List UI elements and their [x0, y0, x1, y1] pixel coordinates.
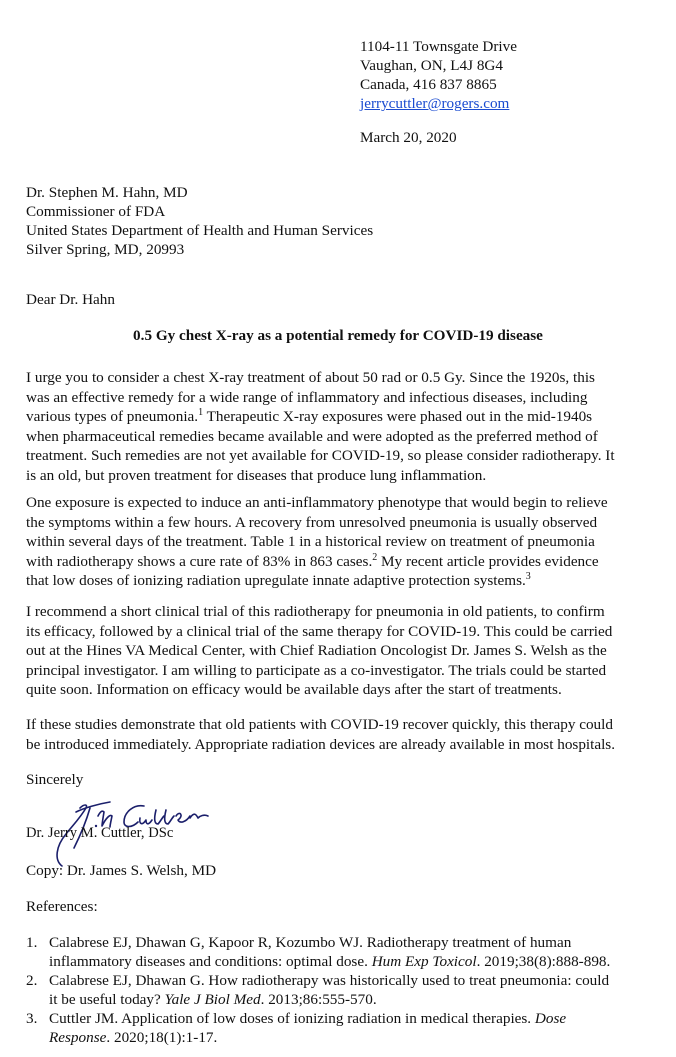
- body-paragraph-3: [26, 602, 656, 700]
- closing: Sincerely: [26, 771, 84, 788]
- references-heading: References:: [26, 898, 98, 915]
- sender-street: 1104-11 Townsgate Drive: [360, 38, 517, 55]
- paragraph-line: within several days of the treatment. Table 1 in a historical review on treatment of pneumonia: [26, 533, 595, 551]
- sender-address-block: [360, 37, 517, 113]
- paragraph-line: is an old, but proven treatment for diseases that produce lung inflammation.: [26, 466, 487, 484]
- paragraph-line: its efficacy, followed by a clinical trial of the same therapy for COVID-19. This could be carried: [26, 622, 613, 640]
- footnote-marker: 1: [198, 407, 204, 419]
- journal-name: Hum Exp Toxicol: [371, 953, 477, 970]
- reference-number: 3.: [26, 1010, 38, 1027]
- reference-item: 3. Cuttler JM. Application of low doses of ionizing radiation in medical therapies. Dose Response. 2020;18(1):1-17.: [26, 1010, 567, 1046]
- footnote-marker: 2: [372, 551, 378, 563]
- references-list: [26, 933, 666, 1047]
- recipient-title: Commissioner of FDA: [26, 203, 166, 220]
- reference-number: 2.: [26, 972, 38, 989]
- journal-name: Dose: [534, 1010, 567, 1027]
- paragraph-line: I urge you to consider a chest X-ray treatment of about 50 rad or 0.5 Gy. Since the 1920s, this: [26, 369, 595, 386]
- letter-date: March 20, 2020: [360, 129, 457, 146]
- paragraph-line: principal investigator. I am willing to participate as a co-investigator. The trials could be started: [26, 661, 607, 679]
- paragraph-line: when pharmaceutical remedies became available and were adopted as the preferred method of: [26, 427, 598, 445]
- paragraph-line: with radiotherapy shows a cure rate of 83% in 863 cases.$^2$ My recent article provides evidence: [26, 551, 599, 570]
- copy-recipient: Copy: Dr. James S. Welsh, MD: [26, 862, 217, 879]
- journal-name: Response: [49, 1029, 107, 1046]
- recipient-name: Dr. Stephen M. Hahn, MD: [26, 184, 188, 201]
- sender-city: Vaughan, ON, L4J 8G4: [360, 57, 503, 74]
- signer-name: Dr. Jerry M. Cuttler, DSc: [26, 825, 174, 841]
- journal-name: Yale J Biol Med: [164, 991, 261, 1008]
- paragraph-line: out at the Hines VA Medical Center, with Chief Radiation Oncologist Dr. James S. Welsh as the: [26, 642, 607, 660]
- body-paragraph-1: [26, 368, 656, 486]
- paragraph-line: One exposure is expected to induce an anti-inflammatory phenotype that would begin to relieve: [26, 494, 608, 511]
- recipient-address-block: [26, 183, 373, 259]
- paragraph-line: I recommend a short clinical trial of this radiotherapy for pneumonia in old patients, to confirm: [26, 603, 605, 620]
- paragraph-line: various types of pneumonia.$^1$ Therapeutic X-ray exposures were phased out in the mid-1940s: [26, 407, 593, 426]
- paragraph-line: treatment. Such remedies are not yet available for COVID-19, so please consider radiotherapy. It: [26, 447, 615, 465]
- letter-subject: 0.5 Gy chest X-ray as a potential remedy for COVID-19 disease: [133, 327, 543, 344]
- paragraph-line: If these studies demonstrate that old patients with COVID-19 recover quickly, this therapy could: [26, 716, 613, 733]
- paragraph-line: quite soon. Information on efficacy would be available days after the start of treatments.: [26, 681, 562, 699]
- body-paragraph-2: [26, 493, 656, 591]
- recipient-department: United States Department of Health and Human Services: [26, 222, 374, 239]
- sender-country-phone: Canada, 416 837 8865: [360, 76, 497, 93]
- reference-item: 1. Calabrese EJ, Dhawan G, Kapoor R, Kozumbo WJ. Radiotherapy treatment of human inflammatory diseases and conditions: optimal dose. Hum Exp Toxicol. 2019;38(8):888-898.: [26, 934, 611, 970]
- salutation: Dear Dr. Hahn: [26, 291, 115, 308]
- paragraph-line: be introduced immediately. Appropriate radiation devices are already available in most hospitals.: [26, 735, 616, 753]
- reference-item: 2. Calabrese EJ, Dhawan G. How radiotherapy was historically used to treat pneumonia: could it be useful today? Yale J Biol Med. 2013;86:555-570.: [26, 972, 610, 1008]
- paragraph-line: was an effective remedy for a wide range of inflammatory and infectious diseases, including: [26, 388, 588, 406]
- body-paragraph-4: [26, 715, 656, 754]
- paragraph-line: that low doses of ionizing radiation upregulate innate adaptive protection systems.$^3$: [26, 571, 531, 590]
- sender-email-link[interactable]: jerrycuttler@rogers.com: [360, 95, 510, 112]
- reference-number: 1.: [26, 934, 38, 951]
- paragraph-line: the symptoms within a few hours. A recovery from unresolved pneumonia is usually observed: [26, 513, 598, 531]
- footnote-marker: 3: [525, 571, 531, 583]
- recipient-city: Silver Spring, MD, 20993: [26, 241, 185, 258]
